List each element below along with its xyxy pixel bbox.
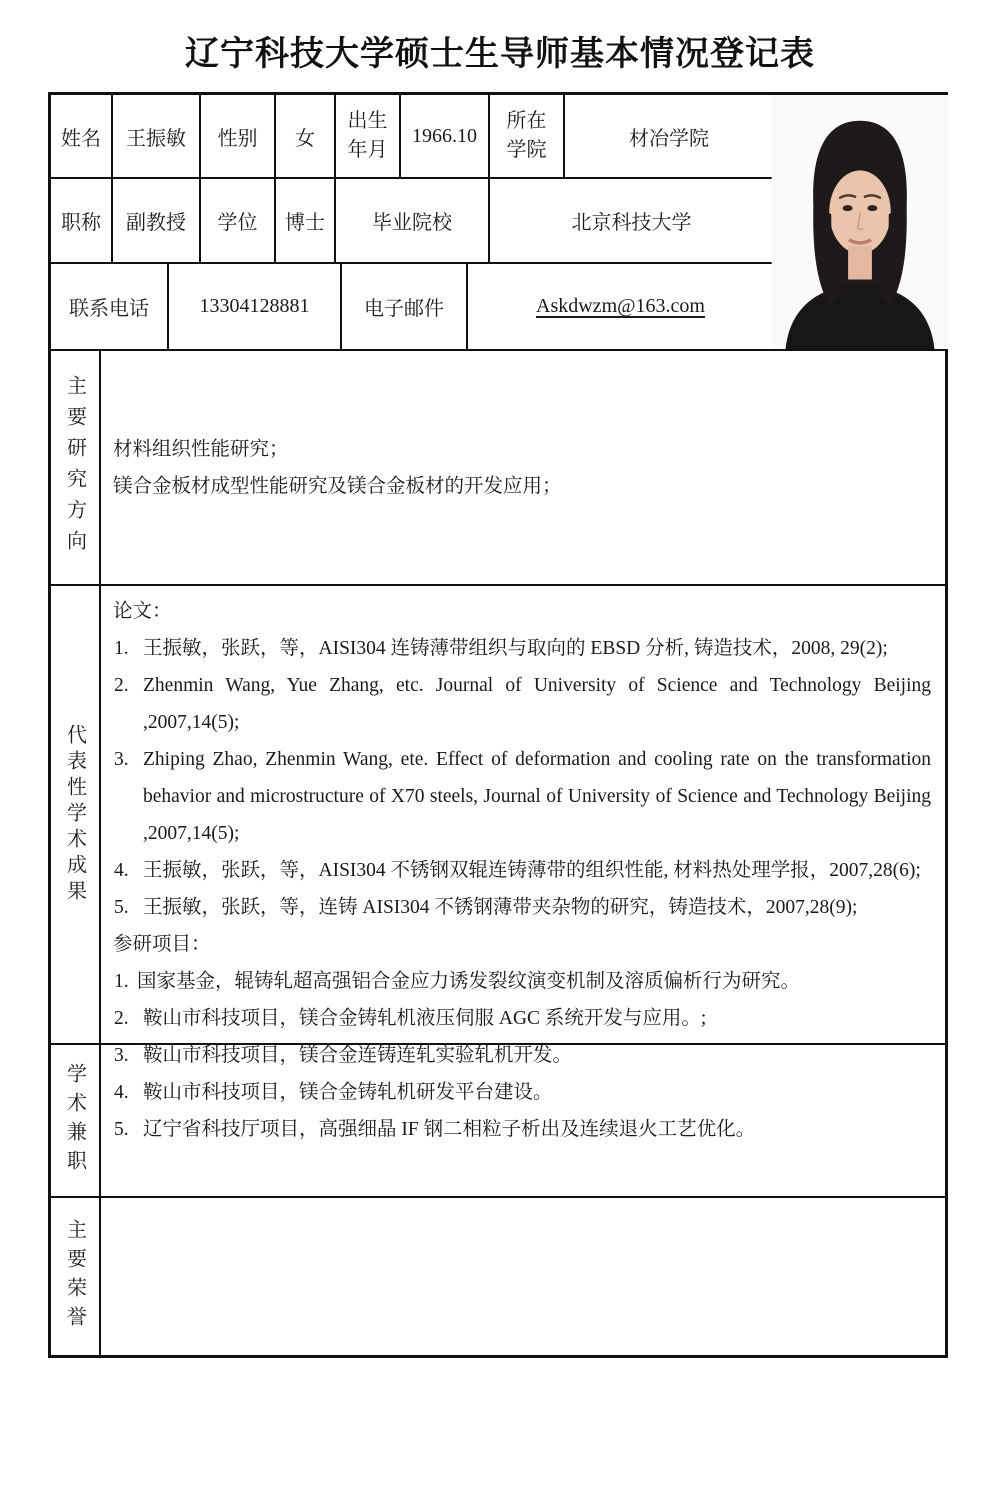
job-title-value-cell: 副教授 [113,179,201,262]
project-item: 2. 鞍山市科技项目，镁合金铸轧机液压伺服 AGC 系统开发与应用。; [114,1008,707,1029]
posts-section-content [101,1045,945,1196]
section-research-directions [51,351,945,586]
email-value-cell [468,264,773,349]
project-item: 5. 辽宁省科技厅项目，高强细晶 IF 钢二相粒子析出及连续退火工艺优化。 [114,1119,756,1140]
college-value-cell: 材冶学院 [629,127,709,150]
school-value-cell: 北京科技大学 [571,212,692,234]
posts-section-label: 学术兼职 [63,1062,86,1179]
email-label-cell: 电子邮件 [342,264,468,349]
achievements-section-label: 代表性学术成果 [63,723,86,906]
college-label-cell [490,95,565,177]
id-photo [773,95,945,349]
job-title-label-cell: 职称 [51,179,113,262]
name-label-cell: 姓名 [51,95,113,177]
honors-section-label-cell [51,1198,101,1355]
project-item: 4. 鞍山市科技项目，镁合金铸轧机研发平台建设。 [114,1082,553,1103]
gender-value-cell: 女 [276,95,336,177]
research-section-label: 主要研究方向 [63,374,86,561]
header-row-2 [51,179,773,264]
research-section-content [101,351,945,584]
posts-section-label-cell [51,1045,101,1196]
header-row-1 [51,95,773,179]
project-item: 3. 鞍山市科技项目，镁合金连铸连轧实验轧机开发。 [114,1045,573,1066]
birth-label: 出生年月 [347,110,388,161]
honors-section-content [101,1198,945,1355]
name-value-cell: 王振敏 [113,95,201,177]
phone-label-cell: 联系电话 [51,264,169,349]
gender-label-cell: 性别 [201,95,276,177]
header-left [51,95,773,349]
page-title: 辽宁科技大学硕士生导师基本情况登记表 [185,36,815,73]
projects-heading: 参研项目： [113,934,211,955]
header-block [51,95,945,351]
section-main-honors [51,1198,945,1355]
header-row-3 [51,264,773,349]
paper-item: 5. 王振敏，张跃，等，连铸 AISI304 不锈钢薄带夹杂物的研究，铸造技术，2007,28(9); [114,897,858,918]
section-academic-posts [51,1045,945,1198]
paper-item: 1. 王振敏，张跃，等，AISI304 连铸薄带组织与取向的 EBSD 分析, 铸造技术，2008, 29(2); [114,638,888,659]
paper-item: 2. Zhenmin Wang, Yue Zhang, etc. Journal of University of Science and Technology Beijing ,2007,14(5); [114,675,931,733]
research-section-label-cell [51,351,101,584]
degree-value-cell: 博士 [276,179,336,262]
research-line: 材料组织性能研究； [113,438,289,460]
project-item: 1. 国家基金，辊铸轧超高强铝合金应力诱发裂纹演变机制及溶质偏析行为研究。 [114,971,801,992]
achievements-section-content [101,586,945,1140]
phone-value-cell: 13304128881 [169,264,342,349]
papers-heading: 论文： [113,601,172,622]
degree-label-cell: 学位 [201,179,276,262]
research-line: 镁合金板材成型性能研究及镁合金板材的开发应用； [113,475,562,497]
registration-table [48,92,948,1358]
paper-item: 4. 王振敏，张跃，等，AISI304 不锈钢双辊连铸薄带的组织性能, 材料热处理学报，2007,28(6); [114,860,921,881]
achievements-section-label-cell [51,586,101,1043]
honors-section-label: 主要荣誉 [63,1218,86,1335]
birth-label-cell [336,95,401,177]
paper-item: 3. Zhiping Zhao, Zhenmin Wang, ete. Effect of deformation and cooling rate on the transformation behavior and microstructure of X70 steels, Journal of University of Science and Technology Beijing ,2007,14(5); [114,749,931,844]
portrait-photo-graphic [775,95,945,349]
birth-value-cell: 1966.10 [401,95,490,177]
email-link[interactable]: Askdwzm@163.com [536,295,705,317]
school-label-cell: 毕业院校 [336,179,490,262]
college-label: 所在学院 [506,110,547,161]
